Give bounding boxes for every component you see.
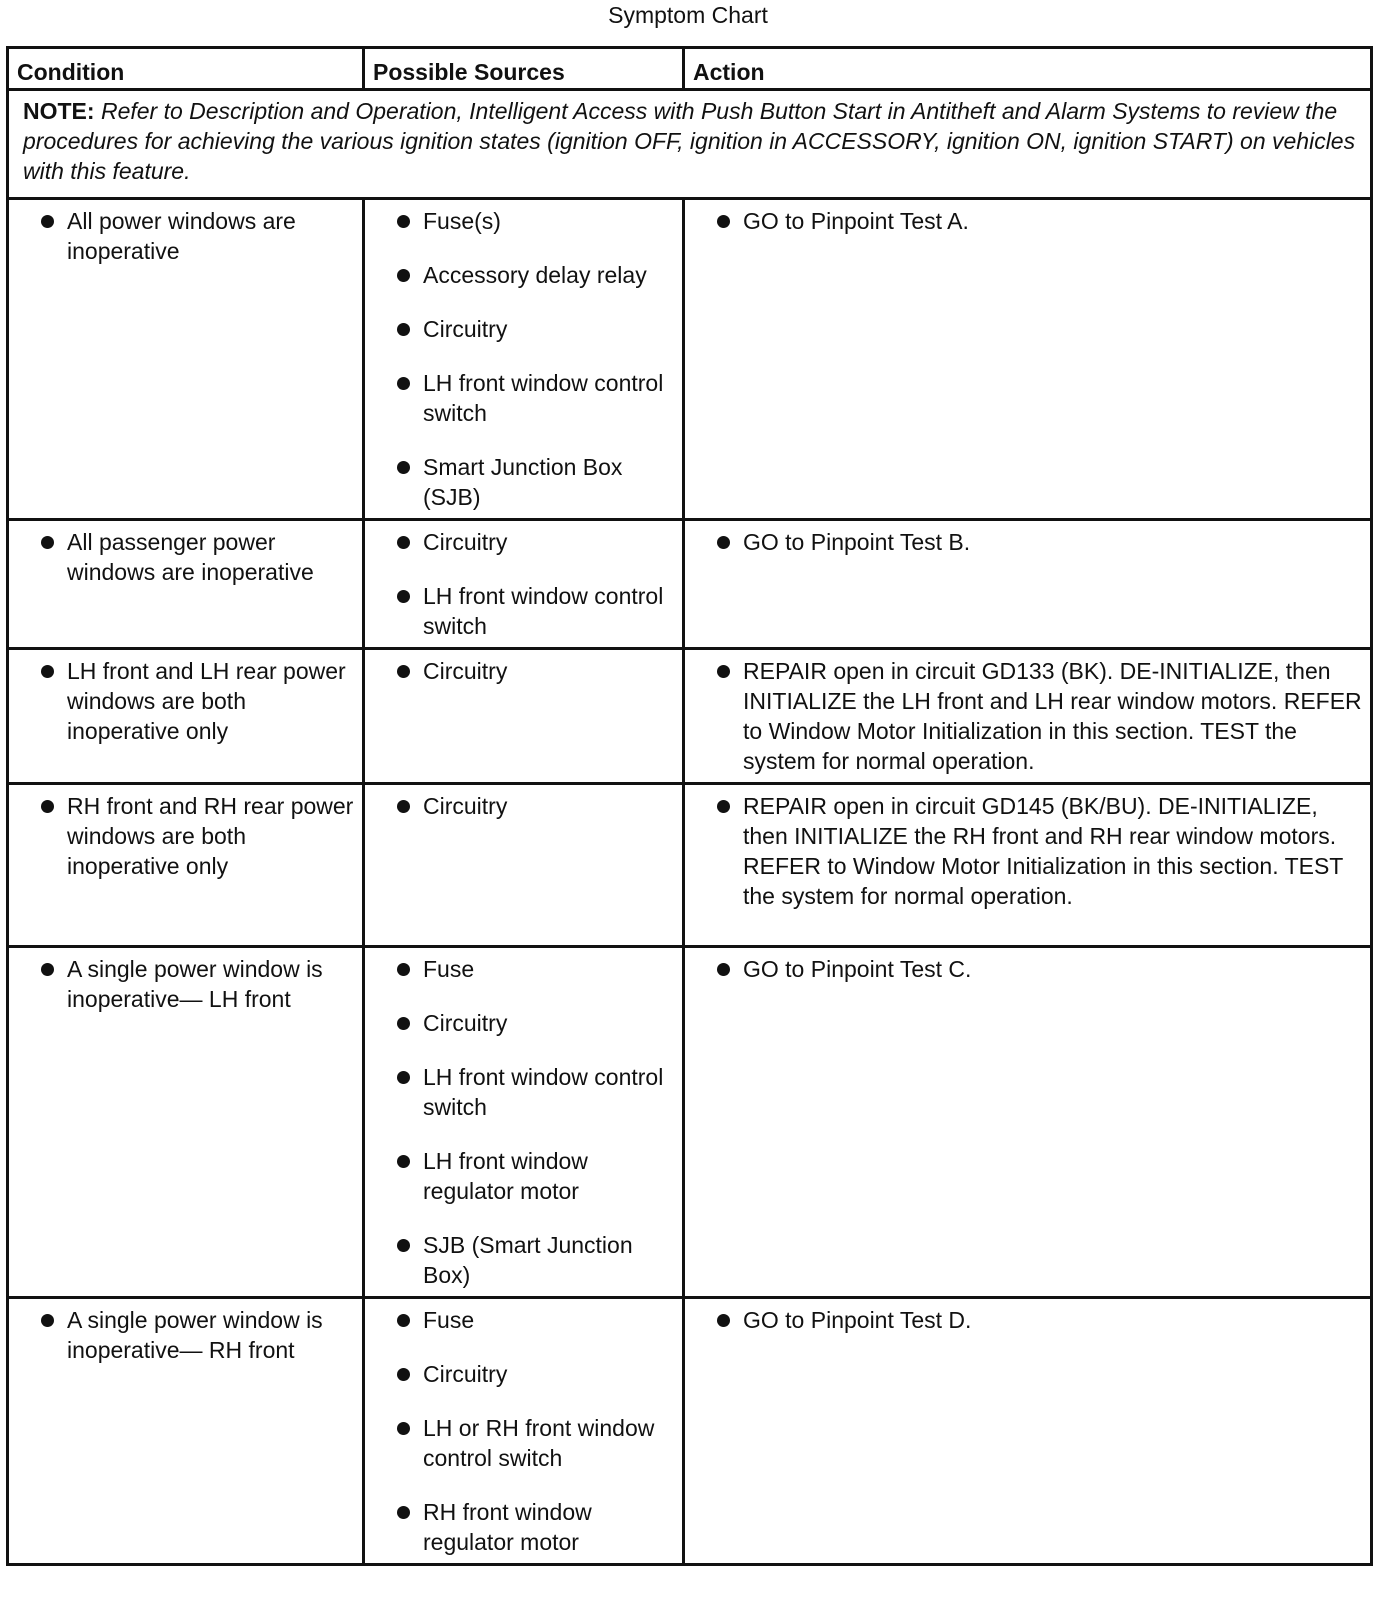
list-item bbox=[379, 1413, 674, 1473]
bullet-icon bbox=[41, 665, 54, 678]
table-row bbox=[8, 947, 1372, 1298]
chart-title: Symptom Chart bbox=[608, 2, 768, 28]
source-text: Fuse bbox=[423, 1307, 475, 1333]
condition-list bbox=[9, 948, 362, 1020]
bullet-icon bbox=[397, 215, 410, 228]
condition-cell bbox=[8, 784, 364, 947]
bullet-icon bbox=[717, 536, 730, 549]
list-item bbox=[379, 368, 674, 428]
list-item bbox=[379, 314, 674, 344]
source-text: LH front window regulator motor bbox=[423, 1148, 588, 1204]
action-text: GO to Pinpoint Test C. bbox=[743, 956, 972, 982]
possible-sources-cell bbox=[364, 520, 684, 649]
bullet-icon bbox=[397, 1239, 410, 1252]
action-text: REPAIR open in circuit GD145 (BK/BU). DE-INITIALIZE, then INITIALIZE the RH front and RH rear window motors. REFER to Window Motor Initialization in this section. TEST the system for normal operation. bbox=[743, 793, 1343, 909]
condition-cell bbox=[8, 520, 364, 649]
bullet-icon bbox=[717, 665, 730, 678]
bullet-icon bbox=[397, 377, 410, 390]
bullet-icon bbox=[397, 323, 410, 336]
list-item bbox=[379, 1305, 674, 1335]
condition-cell bbox=[8, 649, 364, 784]
possible-sources-cell bbox=[364, 947, 684, 1298]
possible-sources-cell bbox=[364, 199, 684, 520]
action-cell bbox=[684, 947, 1372, 1298]
note-row bbox=[8, 90, 1372, 199]
bullet-icon bbox=[397, 536, 410, 549]
condition-list bbox=[9, 650, 362, 752]
source-list bbox=[365, 650, 682, 692]
list-item bbox=[699, 206, 1362, 236]
possible-sources-cell bbox=[364, 649, 684, 784]
list-item bbox=[379, 260, 674, 290]
action-text: GO to Pinpoint Test D. bbox=[743, 1307, 972, 1333]
action-cell bbox=[684, 199, 1372, 520]
source-text: Circuitry bbox=[423, 1010, 508, 1036]
note-text: Refer to Description and Operation, Intelligent Access with Push Button Start in Antitheft and Alarm Systems to review the procedures for achieving the various ignition states (ignition OFF, ignition in ACCESSORY, ignition ON, ignition START) on vehicles with this feature. bbox=[23, 98, 1356, 184]
source-text: Circuitry bbox=[423, 1361, 508, 1387]
source-text: RH front window regulator motor bbox=[423, 1499, 592, 1555]
action-list bbox=[685, 200, 1370, 242]
condition-text: RH front and RH rear power windows are both inoperative only bbox=[67, 793, 354, 879]
bullet-icon bbox=[397, 1017, 410, 1030]
list-item bbox=[699, 791, 1362, 911]
note-cell bbox=[8, 90, 1372, 199]
action-list bbox=[685, 1299, 1370, 1341]
list-item bbox=[23, 206, 354, 266]
symptom-chart-table bbox=[6, 46, 1373, 1566]
action-text: REPAIR open in circuit GD133 (BK). DE-INITIALIZE, then INITIALIZE the LH front and LH rear window motors. REFER to Window Motor Initialization in this section. TEST the system for normal operation. bbox=[743, 658, 1362, 774]
bullet-icon bbox=[397, 1155, 410, 1168]
bullet-icon bbox=[397, 1422, 410, 1435]
list-item bbox=[379, 452, 674, 512]
bullet-icon bbox=[397, 1071, 410, 1084]
source-text: Circuitry bbox=[423, 529, 508, 555]
condition-text: LH front and LH rear power windows are both inoperative only bbox=[67, 658, 346, 744]
condition-text: A single power window is inoperative— LH front bbox=[67, 956, 323, 1012]
source-text: LH or RH front window control switch bbox=[423, 1415, 655, 1471]
source-text: Fuse bbox=[423, 956, 475, 982]
possible-sources-cell bbox=[364, 1298, 684, 1565]
source-text: Circuitry bbox=[423, 658, 508, 684]
source-text: Smart Junction Box (SJB) bbox=[423, 454, 623, 510]
header-action: Action bbox=[684, 48, 1372, 90]
list-item bbox=[699, 1305, 1362, 1335]
header-possible-sources: Possible Sources bbox=[364, 48, 684, 90]
list-item bbox=[699, 954, 1362, 984]
source-list bbox=[365, 785, 682, 827]
table-row bbox=[8, 784, 1372, 947]
condition-list bbox=[9, 200, 362, 272]
source-text: Circuitry bbox=[423, 316, 508, 342]
list-item bbox=[23, 1305, 354, 1365]
bullet-icon bbox=[397, 1506, 410, 1519]
list-item bbox=[379, 1230, 674, 1290]
bullet-icon bbox=[41, 536, 54, 549]
condition-cell bbox=[8, 1298, 364, 1565]
source-text: LH front window control switch bbox=[423, 583, 664, 639]
bullet-icon bbox=[397, 1314, 410, 1327]
bullet-icon bbox=[717, 1314, 730, 1327]
list-item bbox=[23, 656, 354, 746]
condition-list bbox=[9, 521, 362, 593]
bullet-icon bbox=[397, 590, 410, 603]
list-item bbox=[379, 791, 674, 821]
source-text: Accessory delay relay bbox=[423, 262, 647, 288]
note-label: NOTE: bbox=[23, 98, 95, 124]
bullet-icon bbox=[717, 963, 730, 976]
header-condition: Condition bbox=[8, 48, 364, 90]
source-text: Fuse(s) bbox=[423, 208, 501, 234]
table-row bbox=[8, 199, 1372, 520]
source-text: LH front window control switch bbox=[423, 370, 664, 426]
bullet-icon bbox=[397, 1368, 410, 1381]
condition-list bbox=[9, 1299, 362, 1371]
bullet-icon bbox=[397, 963, 410, 976]
action-cell bbox=[684, 784, 1372, 947]
condition-list bbox=[9, 785, 362, 887]
action-list bbox=[685, 650, 1370, 782]
table-row bbox=[8, 1298, 1372, 1565]
condition-text: All passenger power windows are inoperative bbox=[67, 529, 314, 585]
bullet-icon bbox=[717, 215, 730, 228]
source-list bbox=[365, 200, 682, 518]
source-list bbox=[365, 521, 682, 647]
source-list bbox=[365, 948, 682, 1296]
list-item bbox=[379, 527, 674, 557]
bullet-icon bbox=[41, 963, 54, 976]
header-row bbox=[8, 48, 1372, 90]
bullet-icon bbox=[397, 269, 410, 282]
source-text: Circuitry bbox=[423, 793, 508, 819]
source-list bbox=[365, 1299, 682, 1563]
action-text: GO to Pinpoint Test B. bbox=[743, 529, 971, 555]
list-item bbox=[23, 527, 354, 587]
list-item bbox=[379, 206, 674, 236]
list-item bbox=[23, 791, 354, 881]
action-list bbox=[685, 521, 1370, 563]
list-item bbox=[379, 1359, 674, 1389]
action-cell bbox=[684, 520, 1372, 649]
bullet-icon bbox=[41, 215, 54, 228]
possible-sources-cell bbox=[364, 784, 684, 947]
action-list bbox=[685, 948, 1370, 990]
bullet-icon bbox=[717, 800, 730, 813]
list-item bbox=[379, 1497, 674, 1557]
bullet-icon bbox=[41, 800, 54, 813]
bullet-icon bbox=[41, 1314, 54, 1327]
action-cell bbox=[684, 1298, 1372, 1565]
source-text: LH front window control switch bbox=[423, 1064, 664, 1120]
bullet-icon bbox=[397, 665, 410, 678]
list-item bbox=[379, 1008, 674, 1038]
action-cell bbox=[684, 649, 1372, 784]
list-item bbox=[699, 656, 1362, 776]
condition-text: A single power window is inoperative— RH front bbox=[67, 1307, 323, 1363]
list-item bbox=[23, 954, 354, 1014]
table-row bbox=[8, 520, 1372, 649]
list-item bbox=[379, 954, 674, 984]
source-text: SJB (Smart Junction Box) bbox=[423, 1232, 633, 1288]
condition-cell bbox=[8, 947, 364, 1298]
action-text: GO to Pinpoint Test A. bbox=[743, 208, 969, 234]
condition-text: All power windows are inoperative bbox=[67, 208, 296, 264]
list-item bbox=[379, 656, 674, 686]
bullet-icon bbox=[397, 461, 410, 474]
action-list bbox=[685, 785, 1370, 917]
table-row bbox=[8, 649, 1372, 784]
list-item bbox=[379, 1062, 674, 1122]
bullet-icon bbox=[397, 800, 410, 813]
condition-cell bbox=[8, 199, 364, 520]
list-item bbox=[699, 527, 1362, 557]
list-item bbox=[379, 581, 674, 641]
list-item bbox=[379, 1146, 674, 1206]
